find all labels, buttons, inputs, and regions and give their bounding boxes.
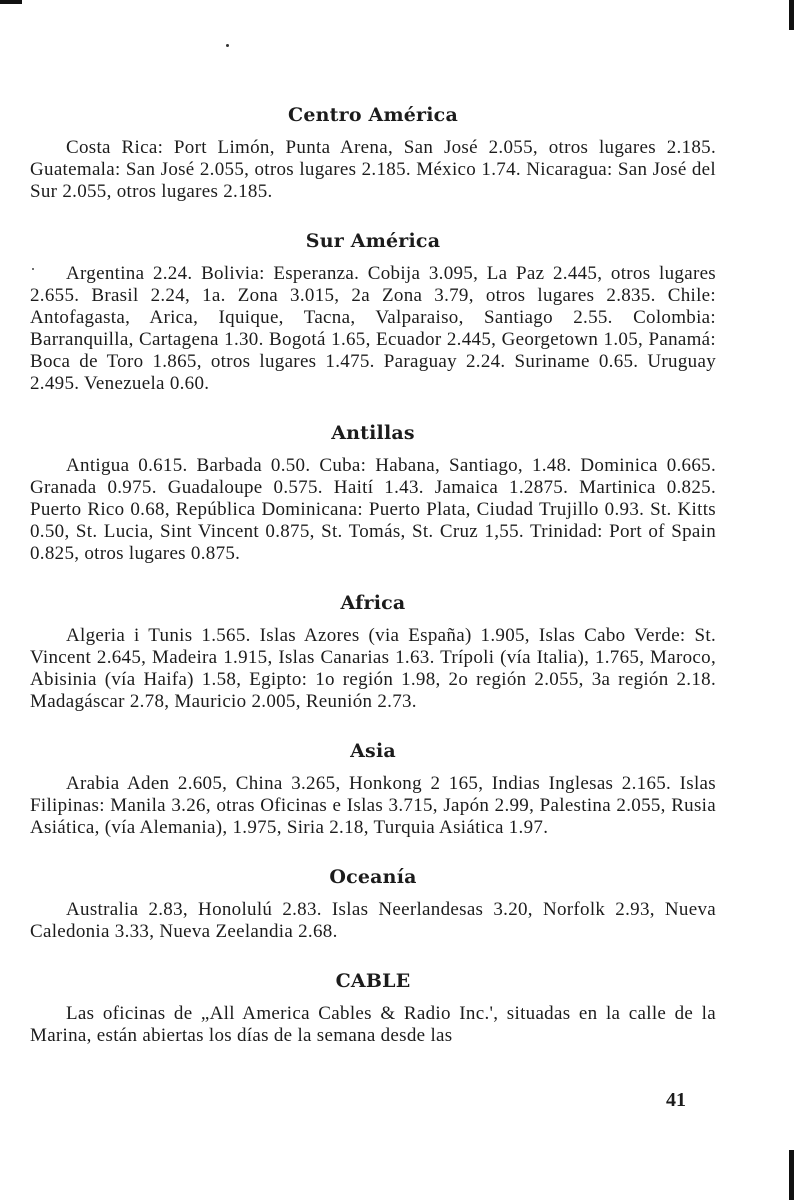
page-number: 41 (666, 1089, 686, 1111)
section-heading-oceania: Oceanía (329, 866, 417, 888)
section-heading-centro-america: Centro América (288, 104, 458, 126)
section-text-asia: Arabia Aden 2.605, China 3.265, Honkong 2 165, Indias Inglesas 2.165. Islas Filipinas: Manila 3.26, otras Oficinas e Islas 3.715, Japón 2.99, Palestina 2.055, Rusia Asiática, (vía Alemania), 1.975, Siria 2.18, Turquia Asiática 1.97. (30, 773, 716, 838)
document-page (30, 103, 716, 1047)
section-text-cable: Las oficinas de „All America Cables & Radio Inc.', situadas en la calle de la Marina, están abiertas los días de la semana desde las (30, 1003, 716, 1046)
scan-edge-mark-top (0, 0, 22, 4)
print-speck (226, 44, 229, 47)
section-text-africa: Algeria i Tunis 1.565. Islas Azores (via España) 1.905, Islas Cabo Verde: St. Vincent 2.645, Madeira 1.915, Islas Canarias 1.63. Trípoli (vía Italia), 1.765, Maroco, Abisinia (vía Haifa) 1.58, Egipto: 1o región 1.98, 2o región 2.055, 3a región 2.18. Madagáscar 2.78, Mauricio 2.005, Reunión 2.73. (30, 625, 716, 712)
section-heading-africa: Africa (340, 592, 406, 614)
section-text-centro-america: Costa Rica: Port Limón, Punta Arena, San José 2.055, otros lugares 2.185. Guatemala: San José 2.055, otros lugares 2.185. México 1.74. Nicaragua: San José del Sur 2.055, otros lugares 2.185. (30, 137, 716, 202)
section-text-antillas: Antigua 0.615. Barbada 0.50. Cuba: Habana, Santiago, 1.48. Dominica 0.665. Granada 0.975. Guadaloupe 0.575. Haití 1.43. Jamaica 1.2875. Martinica 0.825. Puerto Rico 0.68, República Dominicana: Puerto Plata, Ciudad Trujillo 0.93. St. Kitts 0.50, St. Lucia, Sint Vincent 0.875, St. Tomás, St. Cruz 1,55. Trinidad: Port of Spain 0.825, otros lugares 0.875. (30, 455, 716, 564)
scan-edge-mark-right-bottom (789, 1150, 794, 1200)
section-heading-asia: Asia (350, 740, 396, 762)
scan-edge-mark-right-top (789, 0, 794, 30)
section-heading-antillas: Antillas (331, 422, 415, 444)
section-text-sur-america: Argentina 2.24. Bolivia: Esperanza. Cobija 3.095, La Paz 2.445, otros lugares 2.655. Brasil 2.24, 1a. Zona 3.015, 2a Zona 3.79, otros lugares 2.835. Chile: Antofagasta, Arica, Iquique, Tacna, Valparaiso, Santiago 2.55. Colombia: Barranquilla, Cartagena 1.30. Bogotá 1.65, Ecuador 2.445, Georgetown 1.05, Panamá: Boca de Toro 1.865, otros lugares 1.475. Paraguay 2.24. Suriname 0.65. Uruguay 2.495. Venezuela 0.60. (30, 263, 716, 394)
section-heading-sur-america: Sur América (305, 230, 441, 252)
section-heading-cable: CABLE (335, 970, 411, 992)
section-text-oceania: Australia 2.83, Honolulú 2.83. Islas Neerlandesas 3.20, Norfolk 2.93, Nueva Caledonia 3.33, Nueva Zeelandia 2.68. (30, 899, 716, 942)
